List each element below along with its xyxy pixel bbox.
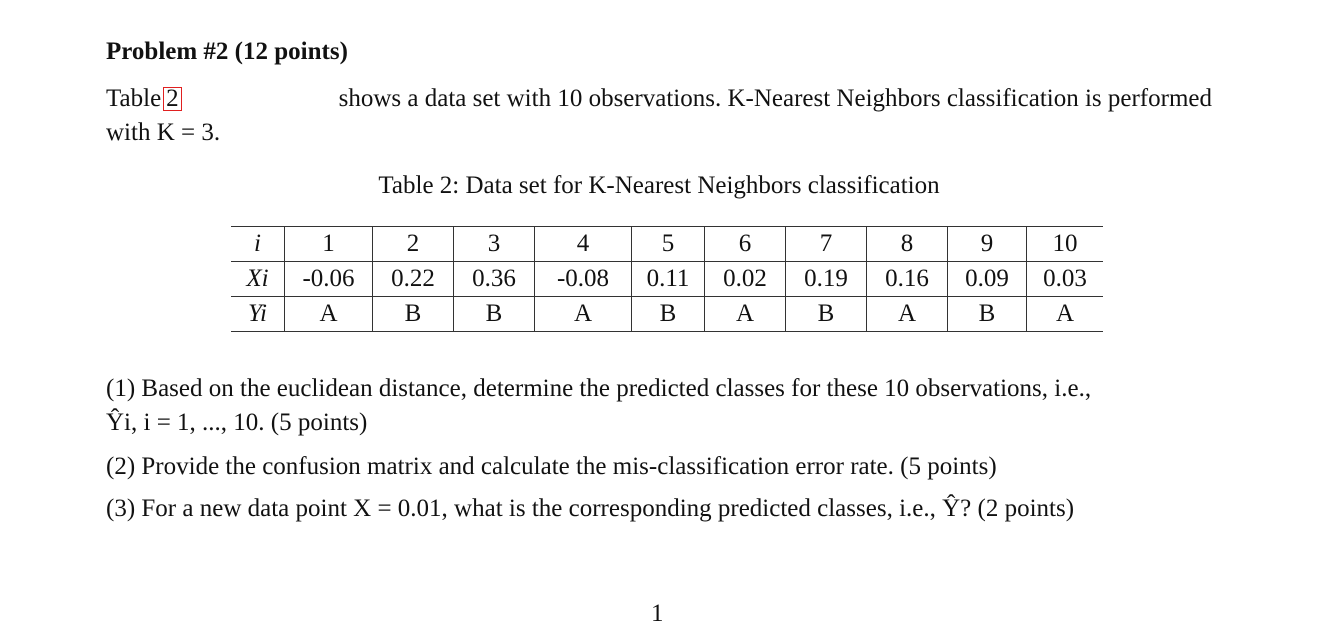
table-cell: 0.03 [1027,262,1104,297]
table-cell: -0.06 [285,262,373,297]
table-cell: 9 [948,227,1027,262]
question-1-line-1: (1) Based on the euclidean distance, determine the predicted classes for these 10 observations, i.e., [106,375,1092,402]
table-cell: 0.16 [867,262,948,297]
table-cell: A [867,297,948,332]
data-table [231,226,1103,332]
table-cell: 0.36 [454,262,535,297]
row-header-i: i [231,227,285,262]
intro-line-1 [106,82,1212,116]
table-cell: 0.11 [632,262,705,297]
intro-line-2: with K = 3. [106,119,221,146]
intro-text-rest: shows a data set with 10 observations. K-Nearest Neighbors classification is performed [338,85,1212,112]
table-row-x [231,262,1103,297]
table-cell: 7 [786,227,867,262]
table-cell: A [1027,297,1104,332]
table-cell: 3 [454,227,535,262]
table-cell: B [948,297,1027,332]
table-cell: 10 [1027,227,1104,262]
table-cell: B [786,297,867,332]
table-cell: 0.22 [373,262,454,297]
row-header-x: Xi [231,262,285,297]
table-cell: B [632,297,705,332]
table-cell: 8 [867,227,948,262]
page-number: 1 [651,600,664,627]
table-cell: A [285,297,373,332]
table-cell: 5 [632,227,705,262]
table-cell: -0.08 [535,262,632,297]
table-cell: 4 [535,227,632,262]
table-row-index [231,227,1103,262]
table-cell: 0.02 [705,262,786,297]
question-2: (2) Provide the confusion matrix and calculate the mis-classification error rate. (5 points) [106,453,997,480]
problem-title: Problem #2 (12 points) [106,38,348,65]
row-header-y: Yi [231,297,285,332]
question-3: (3) For a new data point X = 0.01, what is the corresponding predicted classes, i.e., Ŷ? (2 points) [106,495,1075,522]
table-reference-link[interactable]: 2 [163,87,182,111]
table-cell: B [373,297,454,332]
table-cell: A [705,297,786,332]
table-caption: Table 2: Data set for K-Nearest Neighbors classification [378,172,940,199]
table-cell: B [454,297,535,332]
table-row-y [231,297,1103,332]
table-cell: 1 [285,227,373,262]
table-cell: A [535,297,632,332]
table-cell: 0.19 [786,262,867,297]
question-1 [106,372,1091,440]
table-cell: 6 [705,227,786,262]
table-cell: 0.09 [948,262,1027,297]
table-cell: 2 [373,227,454,262]
intro-text-start: Table 2 [106,82,185,116]
question-1-line-2: Ŷi, i = 1, ..., 10. (5 points) [106,409,368,436]
problem-intro [106,82,1216,150]
